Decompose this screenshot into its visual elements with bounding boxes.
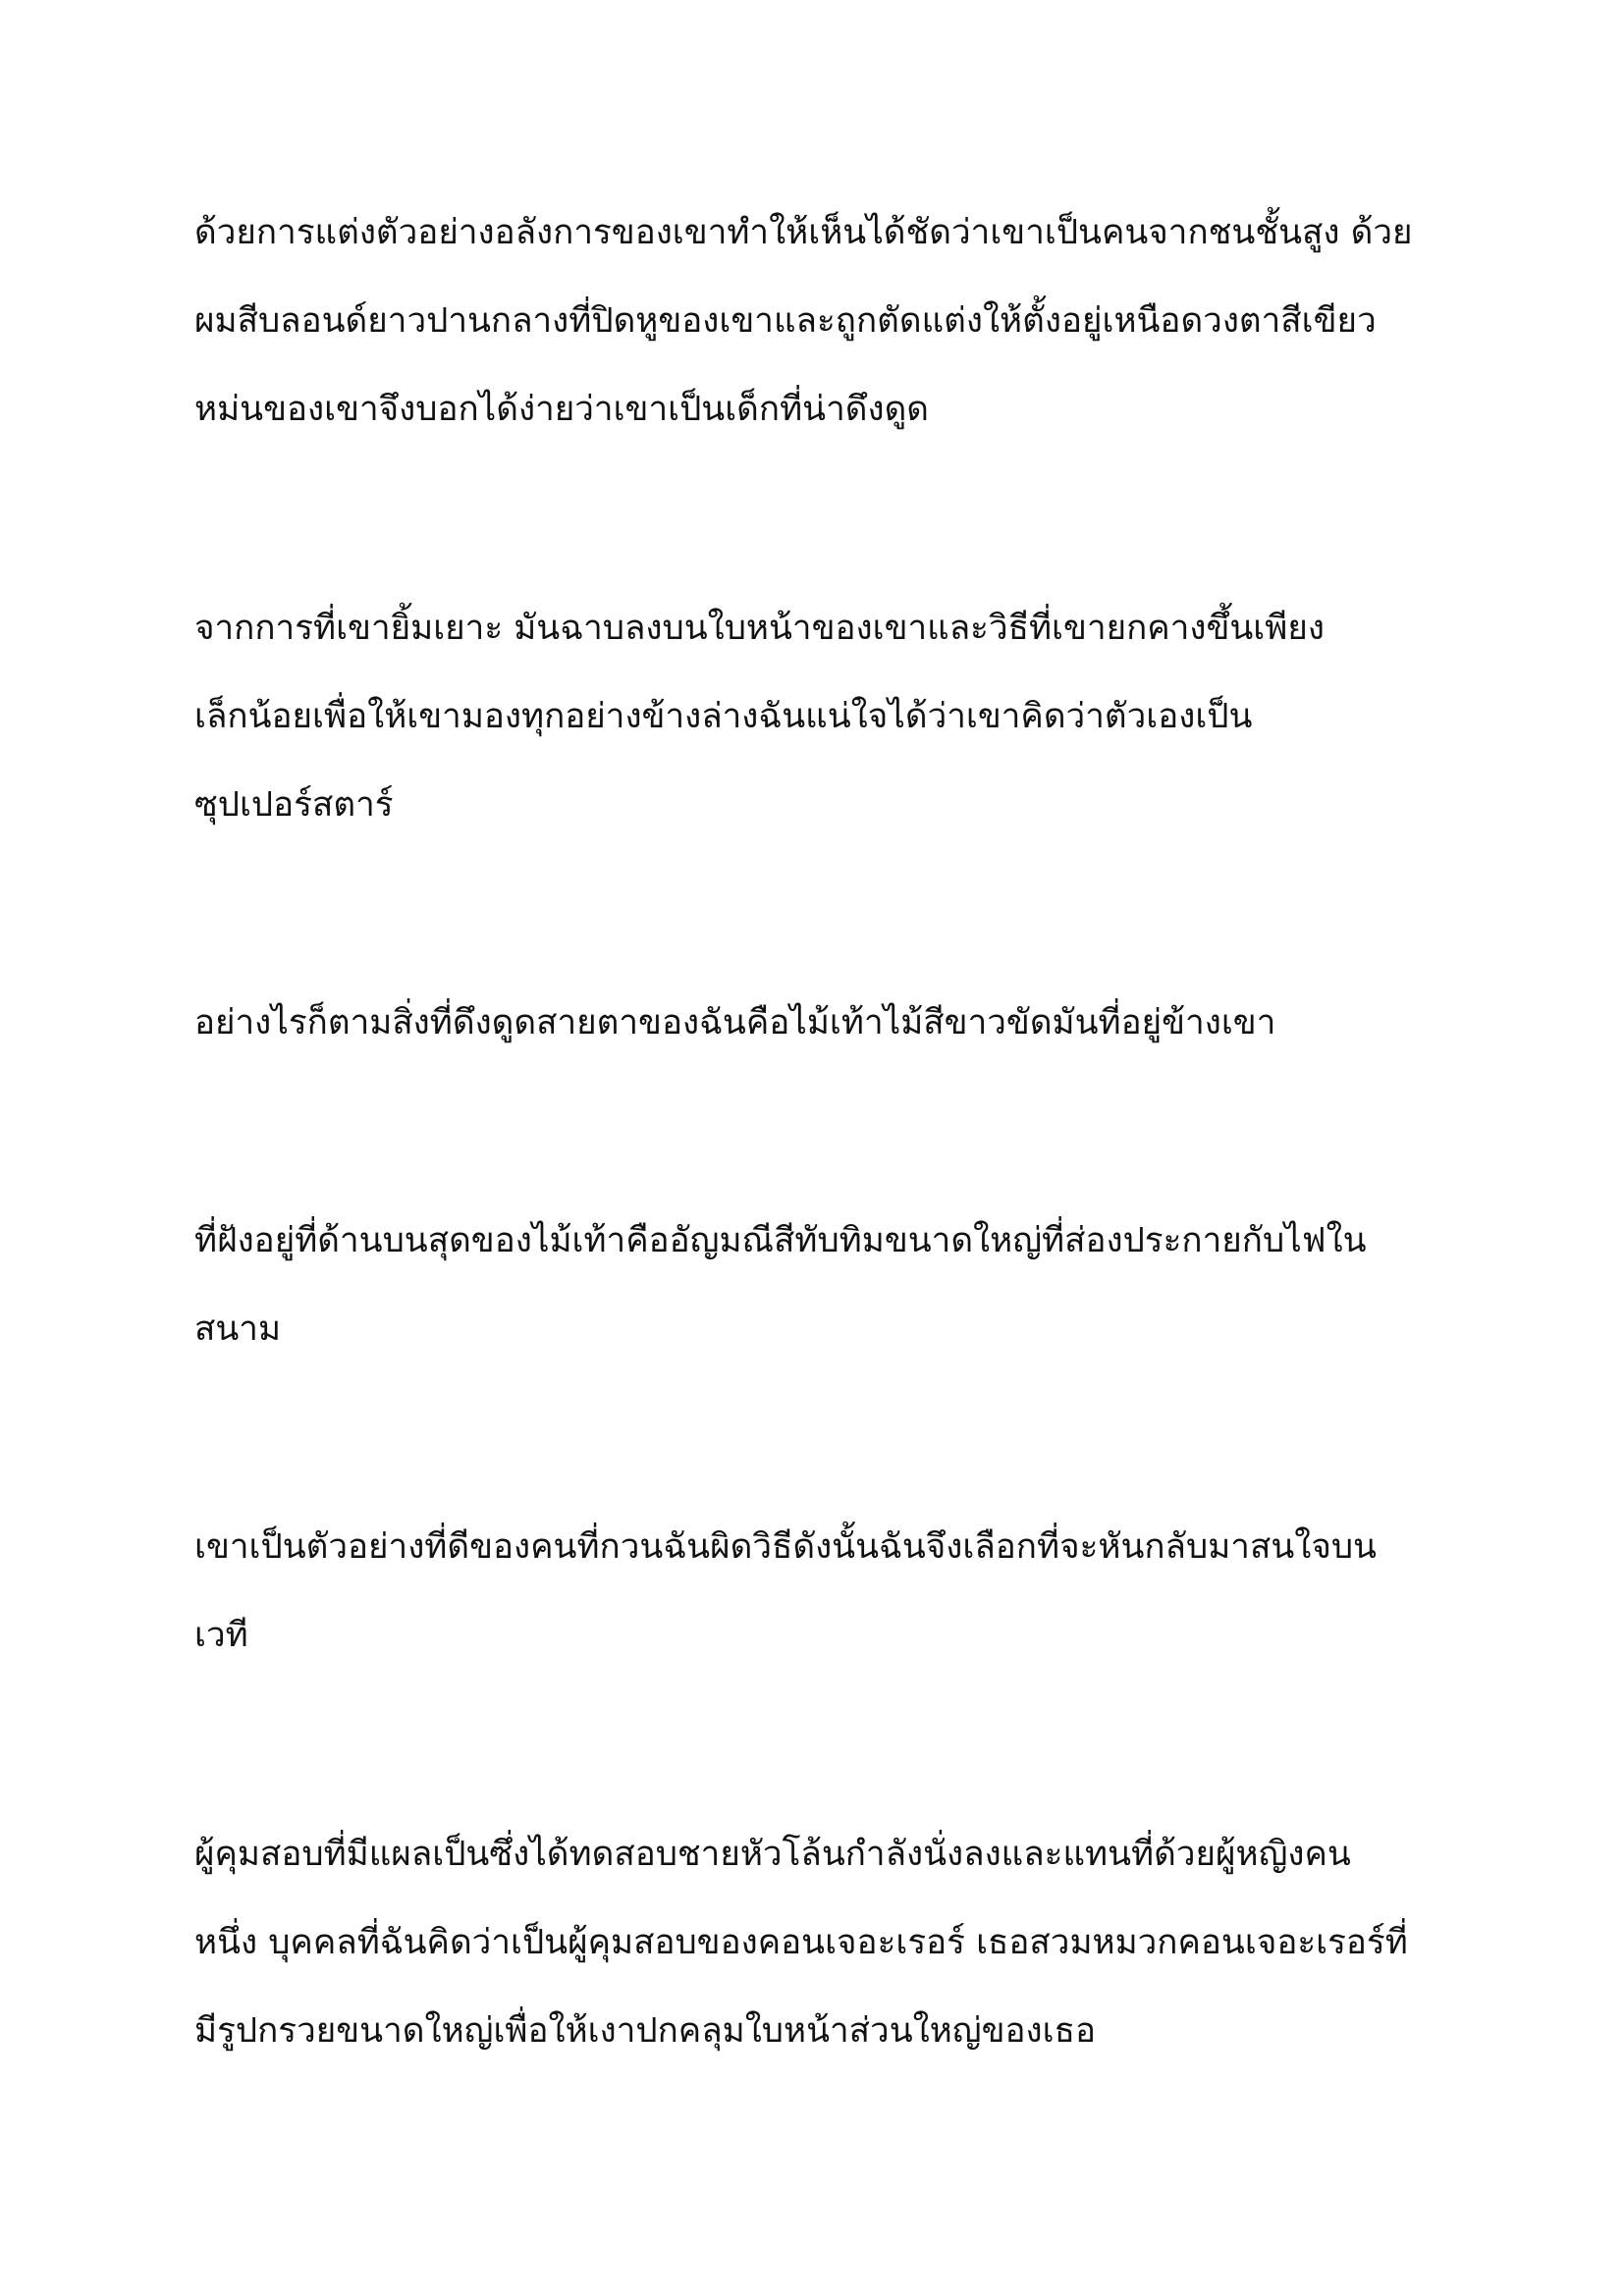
paragraph-5-line-1: เขาเป็นตัวอย่างที่ดีของคนที่กวนฉันผิดวิธีดังนั้นฉันจึงเลือกที่จะหันกลับมาสนใจบน [194, 1527, 1377, 1567]
paragraph-6-line-1: ผู้คุมสอบที่มีแผลเป็นซึ่งได้ทดสอบชายหัวโล้นกำลังนั่งลงและแทนที่ด้วยผู้หญิงคน [194, 1835, 1351, 1874]
paragraph-6-line-2: หนึ่ง บุคคลที่ฉันคิดว่าเป็นผู้คุมสอบของคอนเจอะเรอร์ เธอสวมหมวกคอนเจอะเรอร์ที่ [194, 1923, 1408, 1962]
paragraph-5-line-2: เวที [194, 1616, 248, 1655]
paragraph-4-line-1: ที่ฝังอยู่ที่ด้านบนสุดของไม้เท้าคืออัญมณีสีทับทิมขนาดใหญ่ที่ส่องประกายกับไฟใน [194, 1221, 1367, 1260]
paragraph-1-line-1: ด้วยการแต่งตัวอย่างอลังการของเขาทำให้เห็นได้ชัดว่าเขาเป็นคนจากชนชั้นสูง ด้วย [194, 213, 1413, 252]
paragraph-4-line-2: สนาม [194, 1309, 282, 1349]
paragraph-1-line-2: ผมสีบลอนด์ยาวปานกลางที่ปิดหูของเขาและถูกตัดแต่งให้ตั้งอยู่เหนือดวงตาสีเขียว [194, 301, 1377, 341]
paragraph-2-line-1: จากการที่เขายิ้มเยาะ มันฉาบลงบนใบหน้าของเขาและวิธีที่เขายกคางขึ้นเพียง [194, 609, 1325, 648]
paragraph-6-line-3: มีรูปกรวยขนาดใหญ่เพื่อให้เงาปกคลุมใบหน้าส่วนใหญ่ของเธอ [194, 2011, 1096, 2051]
paragraph-3-line-1: อย่างไรก็ตามสิ่งที่ดึงดูดสายตาของฉันคือไม้เท้าไม้สีขาวขัดมันที่อยู่ข้างเขา [194, 1003, 1276, 1042]
paragraph-2-line-2: เล็กน้อยเพื่อให้เขามองทุกอย่างข้างล่างฉันแน่ใจได้ว่าเขาคิดว่าตัวเองเป็น [194, 697, 1253, 736]
paragraph-1-line-3: หม่นของเขาจึงบอกได้ง่ายว่าเขาเป็นเด็กที่น่าดึงดูด [194, 390, 930, 429]
paragraph-2-line-3: ซุปเปอร์สตาร์ [194, 785, 394, 825]
